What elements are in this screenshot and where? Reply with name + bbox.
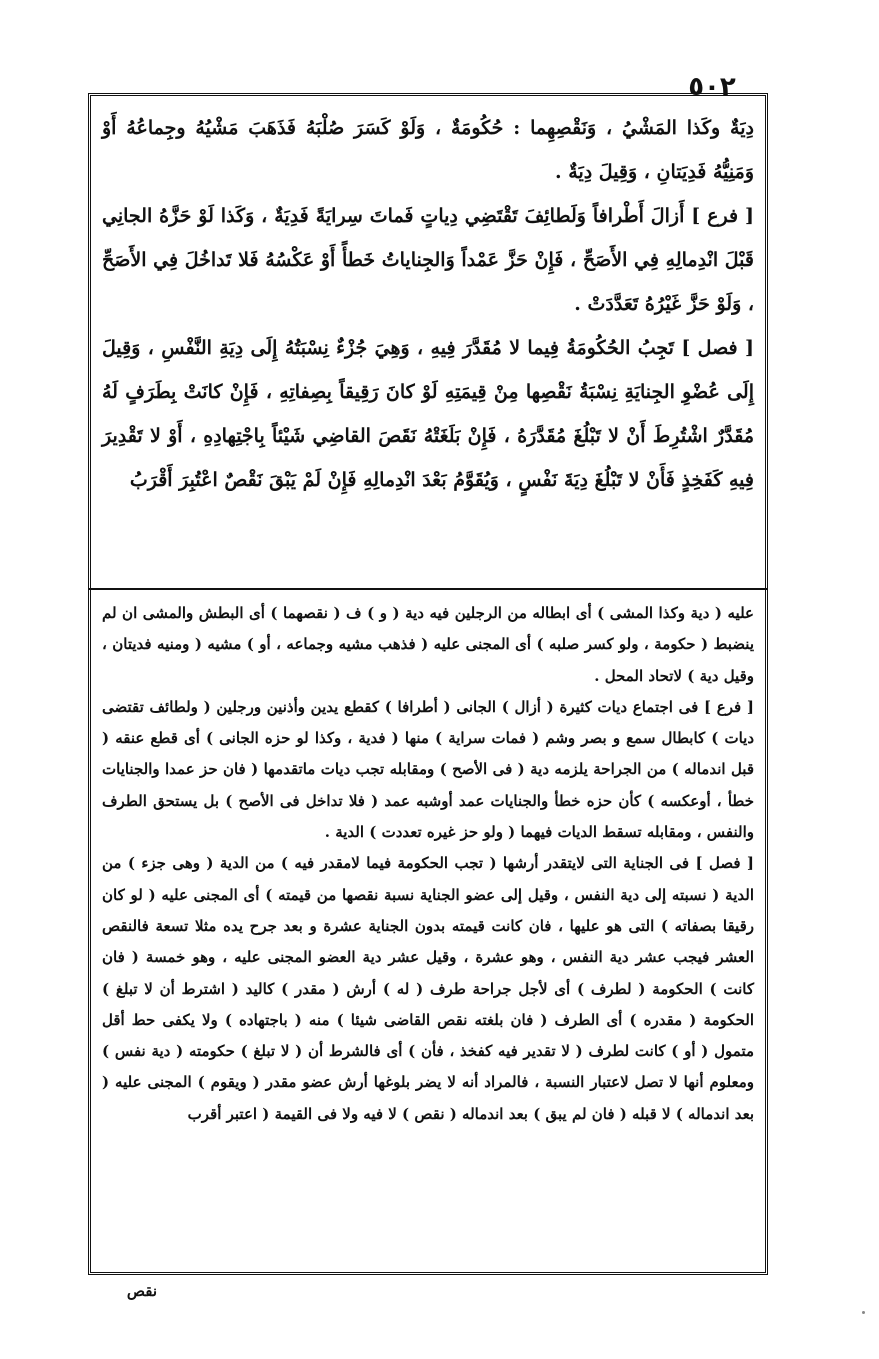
main-text-paragraph: [ فصل ] تَجِبُ الحُكُومَةُ فِيما لا مُقَدَّرَ فِيهِ ، وَهِيَ جُزْءٌ نِسْبَتُهُ إِلَى دِيَةِ النَّفْسِ ، وَقِيلَ إِلَى عُضْوِ الجِنايَةِ نِسْبَةُ نَقْصِها مِنْ قِيمَتِهِ لَوْ كانَ رَقِيقاً بِصِفاتِهِ ، فَإِنْ كانَتْ بِطَرَفٍ لَهُ مُقَدَّرٌ اشْتُرِطَ أَنْ لا تَبْلُغَ مُقَدَّرَهُ ، فَإِنْ بَلَغَتْهُ نَقَصَ القاضِي شَيْئاً بِاجْتِهادِهِ ، أَوْ لا تَقْدِيرَ فِيهِ كَفَخِذٍ فَأَنْ لا تَبْلُغَ دِيَةَ نَفْسٍ ، وَيُقَوَّمُ بَعْدَ انْدِمالِهِ فَإِنْ لَمْ يَبْقَ نَقْصٌ اعْتُبِرَ أَقْرَبُ xyxy=(102,337,754,491)
main-text xyxy=(96,100,760,584)
section-divider xyxy=(88,588,768,590)
page-number: ٥٠٢ xyxy=(688,72,736,102)
commentary-paragraph: عليه ( دية وكذا المشى ) أى ابطاله من الرجلين فيه دية ( و ) ف ( نقصهما ) أى البطش والمشى ان لم ينضبط ( حكومة ، ولو كسر صلبه ) أى المجنى عليه ( فذهب مشيه وجماعه ، أو ) مشيه ( ومنيه فديتان ، وقيل دية ) لاتحاد المحل . xyxy=(102,604,754,685)
main-text-paragraph: دِيَةٌ وكَذا المَشْيُ ، وَنَقْصِهِما : حُكُومَةٌ ، وَلَوْ كَسَرَ صُلْبَهُ فَذَهَبَ مَشْيُهُ وجِماعُهُ أَوْ وَمَنِيُّهُ فَدِيَتانِ ، وَقِيلَ دِيَةٌ . xyxy=(102,117,754,183)
catchword: نقص xyxy=(126,1282,158,1300)
commentary-paragraph: [ فرع ] فى اجتماع ديات كثيرة ( أزال ) الجانى ( أطرافا ) كقطع يدين وأذنين ورجلين ( ولطائف تقتضى ديات ) كابطال سمع و بصر وشم ( فمات سراية ) منها ( فدية ، وكذا لو حزه الجانى ) أى قطع عنقه ( قبل اندماله ) من الجراحة يلزمه دية ( فى الأصح ) ومقابله تجب ديات ماتقدمها ( فان حز عمدا والجنايات خطأ ، أوعكسه ) كأن حزه خطأ والجنايات عمد أوشبه عمد ( فلا تداخل فى الأصح ) بل يستحق الطرف والنفس ، ومقابله تسقط الديات فيهما ( ولو حز غيره تعددت ) الدية . xyxy=(102,697,754,842)
margin-mark xyxy=(862,1311,865,1314)
commentary-text xyxy=(96,596,760,1272)
commentary-paragraph: [ فصل ] فى الجناية التى لايتقدر أرشها ( تجب الحكومة فيما لامقدر فيه ) من الدية ( وهى جزء ) من الدية ( نسبته إلى دية النفس ، وقيل إلى عضو الجناية نسبة نقصها من قيمته ) أى المجنى عليه ( لو كان رقيقا بصفاته ) التى هو عليها ، فان كانت قيمته بدون الجناية عشرة و بعد جرح يده مثلا تسعة فالنقص العشر فيجب عشر دية النفس ، وهو عشرة ، وقيل عشر دية العضو المجنى عليه ، وهو خمسة ( فان كانت ) الحكومة ( لطرف ) أى لأجل جراحة طرف ( له ) أرش ( مقدر ) كاليد ( اشترط أن لا تبلغ ) الحكومة ( مقدره ) أى الطرف ( فان بلغته نقص القاضى شيئا ) منه ( باجتهاده ) ولا يكفى حط أقل متمول ( أو ) كانت لطرف ( لا تقدير فيه كفخذ ، فأن ) أى فالشرط أن ( لا تبلغ ) حكومته ( دية نفس ) ومعلوم أنها لا تصل لاعتبار النسبة ، فالمراد أنه لا يضر بلوغها أرش عضو مقدر ( ويقوم ) المجنى عليه ( بعد اندماله ) لا قبله ( فان لم يبق ) بعد اندماله ( نقص ) لا فيه ولا فى القيمة ( اعتبر أقرب xyxy=(102,854,754,1123)
main-text-paragraph: [ فرع ] أَزالَ أَطْرافاً وَلَطائِفَ تَقْتَضِي دِياتٍ فَماتَ سِرايَةً فَدِيَةٌ ، وَكَذا لَوْ حَزَّهُ الجانِي قَبْلَ انْدِمالِهِ فِي الأَصَحِّ ، فَإِنْ حَزَّ عَمْداً وَالجِناياتُ خَطأً أَوْ عَكْسُهُ فَلا تَداخُلَ فِي الأَصَحِّ ، وَلَوْ حَزَّ غَيْرُهُ تَعَدَّدَتْ . xyxy=(102,205,754,315)
